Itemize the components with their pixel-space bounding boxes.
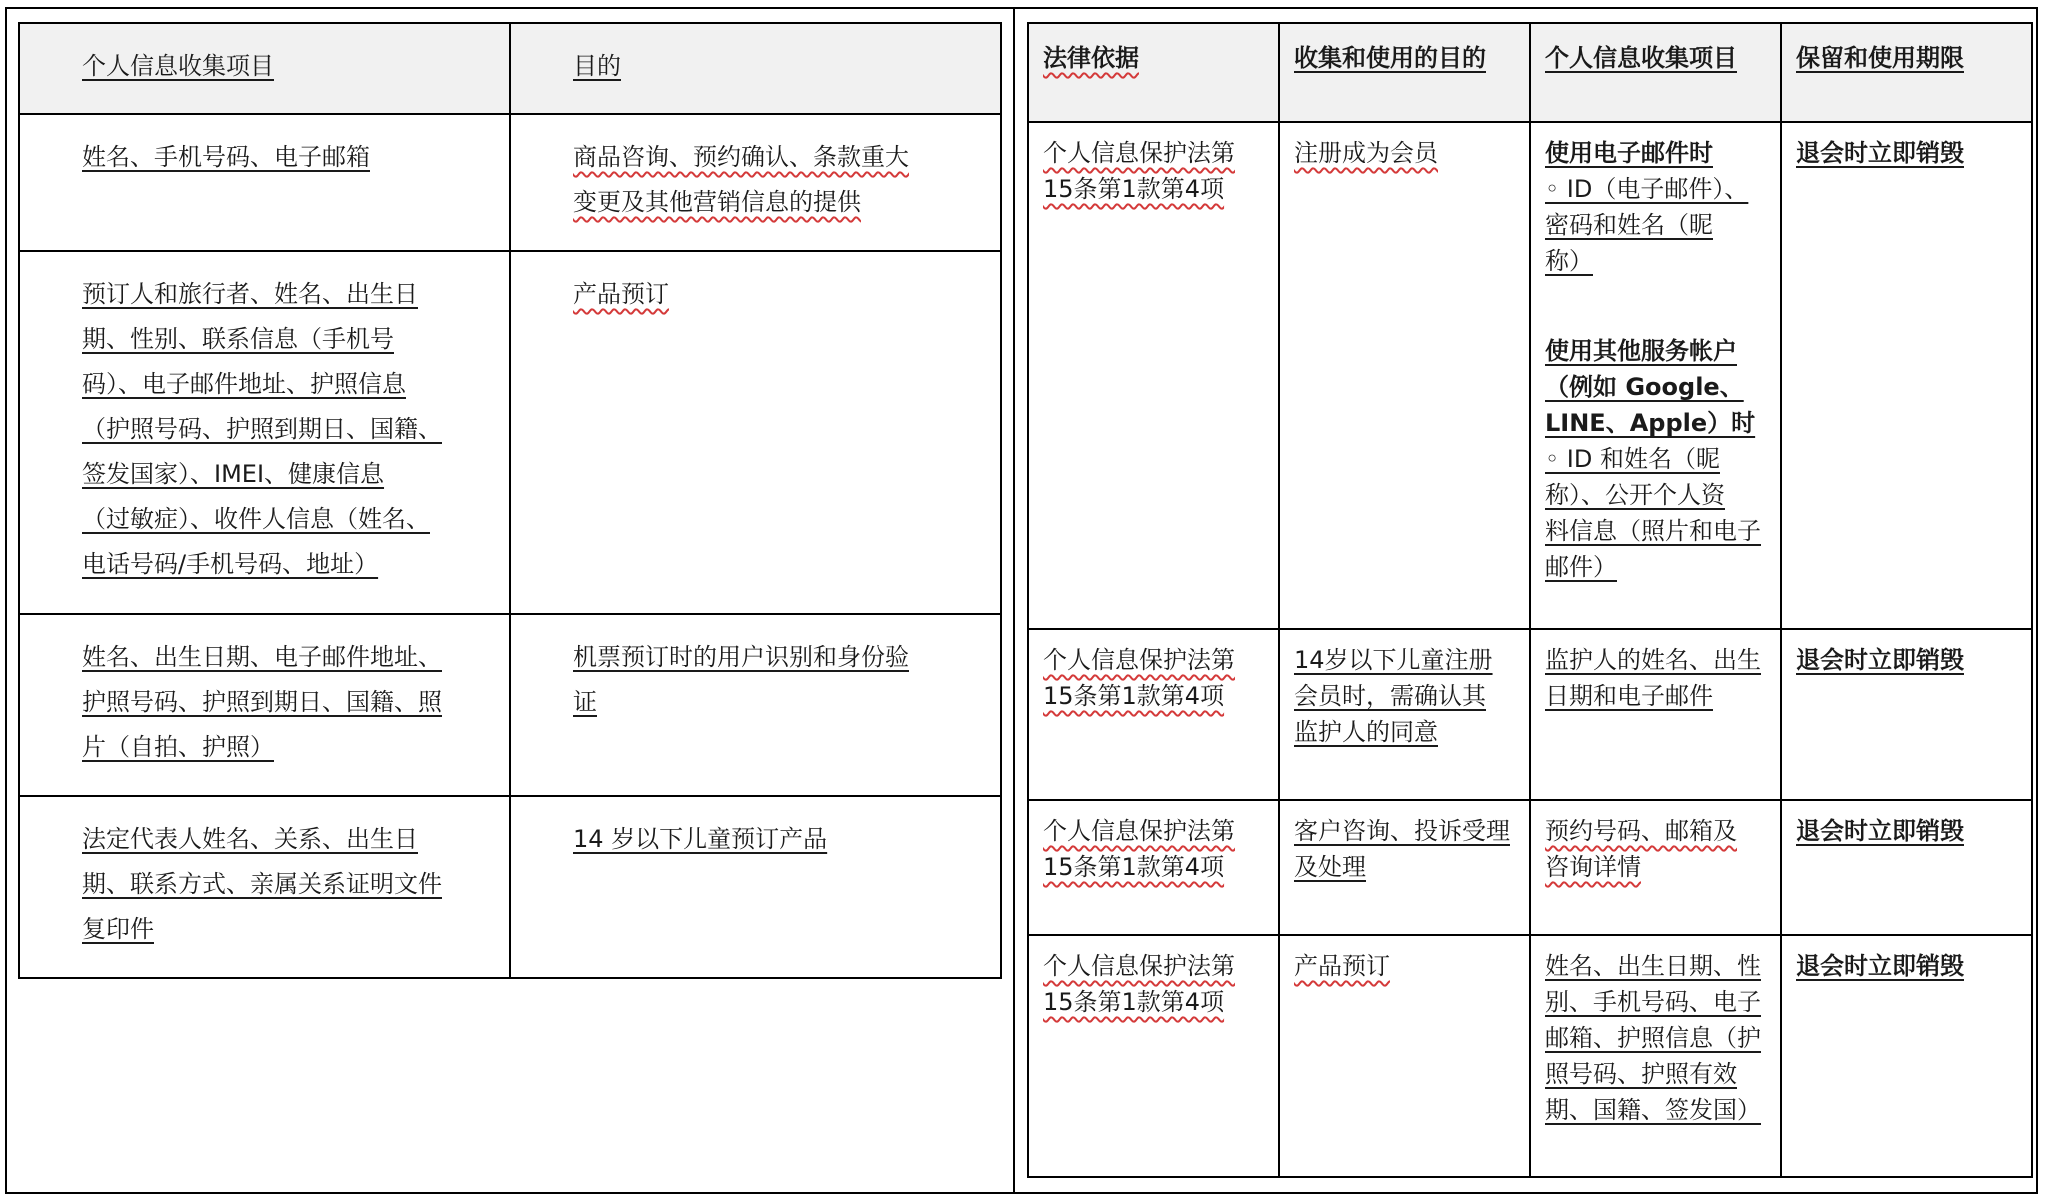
table-row <box>19 251 1001 614</box>
cell-retention-period: 退会时立即销毁 <box>1781 629 2032 800</box>
table-row <box>1028 629 2032 800</box>
cell-legal-basis: 个人信息保护法第 15条第1款第4项 <box>1028 935 1279 1177</box>
cell-purpose: 客户咨询、投诉受理 及处理 <box>1279 800 1530 935</box>
cell-retention-period: 退会时立即销毁 <box>1781 800 2032 935</box>
cell-retention-period: 退会时立即销毁 <box>1781 122 2032 629</box>
cell-items: 姓名、出生日期、电子邮件地址、 护照号码、护照到期日、国籍、照 片（自拍、护照） <box>19 614 510 796</box>
cell-items: 姓名、手机号码、电子邮箱 <box>19 114 510 251</box>
center-divider <box>1013 7 1015 1194</box>
cell-purpose: 机票预订时的用户识别和身份验 证 <box>510 614 1001 796</box>
cell-purpose: 商品咨询、预约确认、条款重大 变更及其他营销信息的提供 <box>510 114 1001 251</box>
header-collected-items: 个人信息收集项目 <box>1530 23 1781 122</box>
cell-purpose: 注册成为会员 <box>1279 122 1530 629</box>
cell-purpose: 14岁以下儿童注册 会员时，需确认其 监护人的同意 <box>1279 629 1530 800</box>
cell-legal-basis: 个人信息保护法第 15条第1款第4项 <box>1028 629 1279 800</box>
cell-items: 法定代表人姓名、关系、出生日 期、联系方式、亲属关系证明文件 复印件 <box>19 796 510 978</box>
table-row <box>19 114 1001 251</box>
cell-collected-items: 姓名、出生日期、性 别、手机号码、电子 邮箱、护照信息（护 照号码、护照有效 期、国籍、签发国） <box>1530 935 1781 1177</box>
header-collected-items: 个人信息收集项目 <box>19 23 510 114</box>
cell-retention-period: 退会时立即销毁 <box>1781 935 2032 1177</box>
cell-purpose: 产品预订 <box>1279 935 1530 1177</box>
cell-collected-items: 监护人的姓名、出生 日期和电子邮件 <box>1530 629 1781 800</box>
header-purpose: 收集和使用的目的 <box>1279 23 1530 122</box>
legal-basis-retention-table <box>1027 22 2033 1178</box>
cell-legal-basis: 个人信息保护法第 15条第1款第4项 <box>1028 800 1279 935</box>
cell-purpose: 产品预订 <box>510 251 1001 614</box>
table-row <box>19 796 1001 978</box>
cell-purpose: 14 岁以下儿童预订产品 <box>510 796 1001 978</box>
social-signup-heading: 使用其他服务帐户 （例如 Google、 LINE、Apple）时 <box>1545 337 1756 437</box>
header-purpose: 目的 <box>510 23 1001 114</box>
table-header-row <box>19 23 1001 114</box>
table-row <box>19 614 1001 796</box>
cell-items: 预订人和旅行者、姓名、出生日 期、性别、联系信息（手机号 码）、电子邮件地址、护照信息 （护照号码、护照到期日、国籍、 签发国家）、IMEI、健康信息 （过敏症）、收件人信息（姓名、 电话号码/手机号码、地址） <box>19 251 510 614</box>
table-row <box>1028 122 2032 629</box>
cell-legal-basis: 个人信息保护法第 15条第1款第4项 <box>1028 122 1279 629</box>
header-legal-basis: 法律依据 <box>1028 23 1279 122</box>
personal-info-purpose-table <box>18 22 1002 979</box>
table-row <box>1028 935 2032 1177</box>
table-row <box>1028 800 2032 935</box>
cell-collected-items: 使用电子邮件时 ◦ ID（电子邮件）、 密码和姓名（昵 称） 使用其他服务帐户 （例如 Google、 LINE、Apple）时 ◦ ID 和姓名（昵 称）、公开个人资 料信息（照片和电子 邮件） <box>1530 122 1781 629</box>
cell-collected-items: 预约号码、邮箱及 咨询详情 <box>1530 800 1781 935</box>
header-retention-period: 保留和使用期限 <box>1781 23 2032 122</box>
email-signup-heading: 使用电子邮件时 <box>1545 139 1713 167</box>
table-header-row <box>1028 23 2032 122</box>
